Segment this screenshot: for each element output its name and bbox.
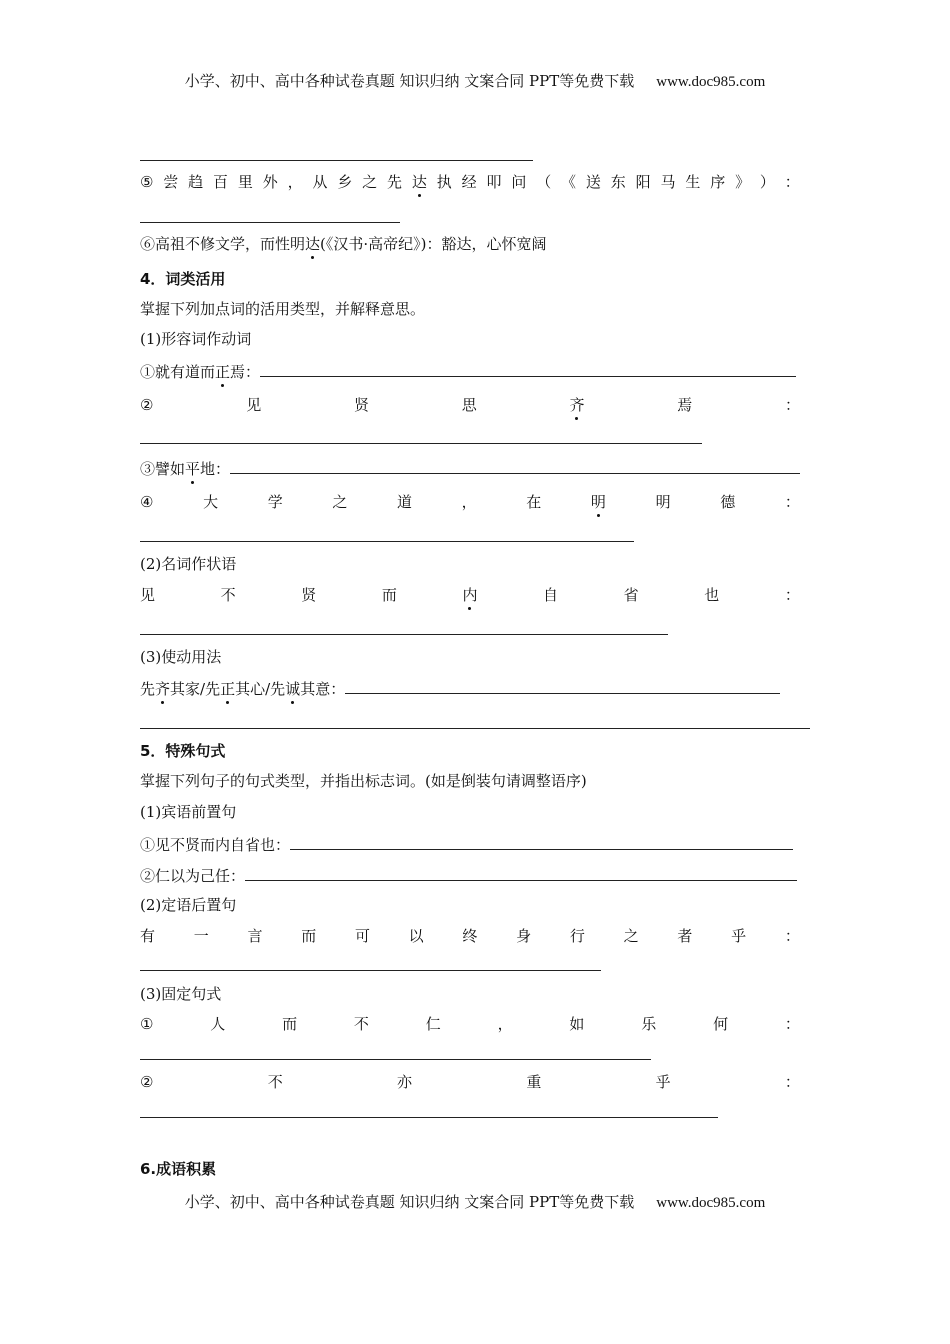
answer-line[interactable] — [245, 864, 797, 881]
sentence-char: 趋 — [188, 173, 204, 191]
sentence-char: 行 — [569, 927, 585, 945]
dotted-char: 诚 — [285, 680, 301, 698]
dotted-char: 平 — [185, 460, 201, 478]
answer-line[interactable] — [290, 833, 793, 850]
header-url[interactable]: www.doc985.com — [656, 74, 766, 90]
section-6-title: 6.成语积累 — [140, 1160, 217, 1178]
sentence-char: 之 — [332, 493, 348, 511]
sentence-char: 送 — [585, 173, 601, 191]
sentence-char: ： — [784, 586, 800, 604]
header-text: 小学、初中、高中各种试卷真题 知识归纳 文案合同 PPT等免费下载 — [184, 72, 635, 90]
sentence-char: 不 — [220, 586, 236, 604]
sentence-char: ④ — [140, 493, 154, 511]
sentence-char: 见 — [246, 396, 262, 414]
sentence-char: 也 — [704, 586, 720, 604]
answer-line[interactable] — [140, 728, 810, 729]
sentence-char: 大 — [203, 493, 219, 511]
sentence-char: 乎 — [731, 927, 747, 945]
sentence-char: 人 — [210, 1015, 226, 1033]
answer-line[interactable] — [140, 160, 533, 161]
item-4-3-1: 先齐其家/先正其心/先诚其意： — [140, 677, 780, 699]
sentence-char: 何 — [713, 1015, 729, 1033]
dotted-char: 明 — [590, 493, 606, 511]
item-5-3-1 — [140, 1014, 800, 1034]
sentence-char: ： — [784, 493, 800, 511]
sentence-char: 贤 — [301, 586, 317, 604]
sentence-char: 者 — [677, 927, 693, 945]
sentence-char: 经 — [461, 173, 477, 191]
sentence-char: 一 — [193, 927, 209, 945]
sentence-char: 有 — [140, 927, 156, 945]
item-5-sentence — [140, 172, 800, 192]
dotted-char: 达 — [411, 173, 427, 191]
sentence-char: 而 — [301, 927, 317, 945]
subsection-title: (3)使动用法 — [140, 648, 222, 666]
sentence-char: 叩 — [486, 173, 502, 191]
sentence-char: 不 — [267, 1073, 283, 1091]
sentence-char: 而 — [381, 586, 397, 604]
sentence-char: 可 — [354, 927, 370, 945]
section-5-title: 5．特殊句式 — [140, 742, 226, 760]
sentence-char: 里 — [237, 173, 253, 191]
sentence-char: 《 — [561, 173, 577, 191]
sentence-char: 乎 — [655, 1073, 671, 1091]
sentence-char: 》 — [735, 173, 751, 191]
answer-line[interactable] — [140, 541, 634, 542]
answer-line[interactable] — [260, 360, 796, 377]
sentence-char: 而 — [282, 1015, 298, 1033]
page-header — [0, 70, 950, 91]
sentence-char: 如 — [569, 1015, 585, 1033]
subsection-title: (3)固定句式 — [140, 985, 222, 1003]
sentence-char: 生 — [685, 173, 701, 191]
item-4-1-4 — [140, 492, 800, 512]
answer-line[interactable] — [140, 1059, 651, 1060]
answer-line[interactable] — [140, 1117, 718, 1118]
sentence-char: ： — [784, 396, 800, 414]
sentence-char: 先 — [387, 173, 403, 191]
sentence-char: （ — [536, 173, 552, 191]
dotted-char: 正 — [215, 363, 231, 381]
sentence-char: ， — [497, 1015, 513, 1033]
dotted-char: 达 — [305, 235, 321, 253]
sentence-char: 尝 — [163, 173, 179, 191]
sentence-char: ） — [759, 173, 775, 191]
sentence-char: ② — [140, 396, 154, 414]
sentence-char: ① — [140, 1015, 154, 1033]
sentence-char: 明 — [655, 493, 671, 511]
sentence-char: 执 — [436, 173, 452, 191]
sentence-char: 身 — [516, 927, 532, 945]
sentence-char: 之 — [623, 927, 639, 945]
sentence-char: ， — [461, 493, 477, 511]
sentence-char: 自 — [543, 586, 559, 604]
sentence-char: ， — [287, 173, 303, 191]
section-4-title: 4．词类活用 — [140, 270, 226, 288]
sentence-char: 省 — [623, 586, 639, 604]
subsection-title: (2)定语后置句 — [140, 896, 237, 914]
sentence-char: 之 — [362, 173, 378, 191]
sentence-char: 东 — [610, 173, 626, 191]
sentence-char: 乐 — [641, 1015, 657, 1033]
item-4-1-2 — [140, 395, 800, 415]
sentence-char: 思 — [461, 396, 477, 414]
section-5-instruction: 掌握下列句子的句式类型，并指出标志词。(如是倒装句请调整语序) — [140, 772, 587, 790]
sentence-char: 乡 — [337, 173, 353, 191]
sentence-char: 学 — [267, 493, 283, 511]
sentence-char: 序 — [710, 173, 726, 191]
sentence-char: 阳 — [635, 173, 651, 191]
answer-line[interactable] — [140, 222, 400, 223]
sentence-char: 以 — [408, 927, 424, 945]
sentence-char: 见 — [140, 586, 156, 604]
answer-line[interactable] — [345, 677, 780, 694]
item-6-sentence: ⑥高祖不修文学，而性明达(《汉书·高帝纪》)：豁达，心怀宽阔 — [140, 235, 547, 253]
section-4-instruction: 掌握下列加点词的活用类型，并解释意思。 — [140, 300, 426, 318]
item-6-answer: 豁达，心怀宽阔 — [441, 235, 547, 253]
page-footer — [0, 1191, 950, 1212]
dotted-char: 正 — [220, 680, 236, 698]
sentence-char: 德 — [720, 493, 736, 511]
sentence-char: 终 — [462, 927, 478, 945]
subsection-title: (1)宾语前置句 — [140, 803, 237, 821]
subsection-title: (2)名词作状语 — [140, 555, 237, 573]
sentence-char: 焉 — [677, 396, 693, 414]
sentence-char: ⑤ — [140, 173, 154, 191]
sentence-char: ② — [140, 1073, 154, 1091]
answer-line[interactable] — [140, 443, 702, 444]
sentence-char: ： — [784, 1073, 800, 1091]
item-5-1-1: ①见不贤而内自省也： — [140, 833, 793, 855]
sentence-char: 重 — [526, 1073, 542, 1091]
sentence-char: 马 — [660, 173, 676, 191]
answer-line[interactable] — [230, 457, 800, 474]
subsection-title: (1)形容词作动词 — [140, 330, 252, 348]
item-5-1-2: ②仁以为己任： — [140, 864, 797, 886]
sentence-char: ： — [784, 1015, 800, 1033]
sentence-char: 仁 — [425, 1015, 441, 1033]
answer-line[interactable] — [140, 970, 601, 971]
item-4-1-3: ③譬如平地： — [140, 457, 800, 479]
dotted-char: 齐 — [155, 680, 171, 698]
sentence-char: 亦 — [397, 1073, 413, 1091]
footer-url[interactable]: www.doc985.com — [656, 1195, 766, 1211]
sentence-char: ： — [784, 173, 800, 191]
sentence-char: 贤 — [353, 396, 369, 414]
sentence-char: 问 — [511, 173, 527, 191]
sentence-char: 道 — [397, 493, 413, 511]
dotted-char: 内 — [462, 586, 478, 604]
sentence-char: 言 — [247, 927, 263, 945]
sentence-char: 百 — [213, 173, 229, 191]
dotted-char: 齐 — [569, 396, 585, 414]
item-5-3-2 — [140, 1072, 800, 1092]
sentence-char: 不 — [353, 1015, 369, 1033]
item-5-2-1 — [140, 926, 800, 946]
answer-line[interactable] — [140, 634, 668, 635]
item-4-1-1: ①就有道而正焉： — [140, 360, 796, 382]
footer-text: 小学、初中、高中各种试卷真题 知识归纳 文案合同 PPT等免费下载 — [184, 1193, 635, 1211]
sentence-char: 从 — [312, 173, 328, 191]
item-4-2-1 — [140, 585, 800, 605]
sentence-char: ： — [784, 927, 800, 945]
sentence-char: 在 — [526, 493, 542, 511]
sentence-char: 外 — [262, 173, 278, 191]
